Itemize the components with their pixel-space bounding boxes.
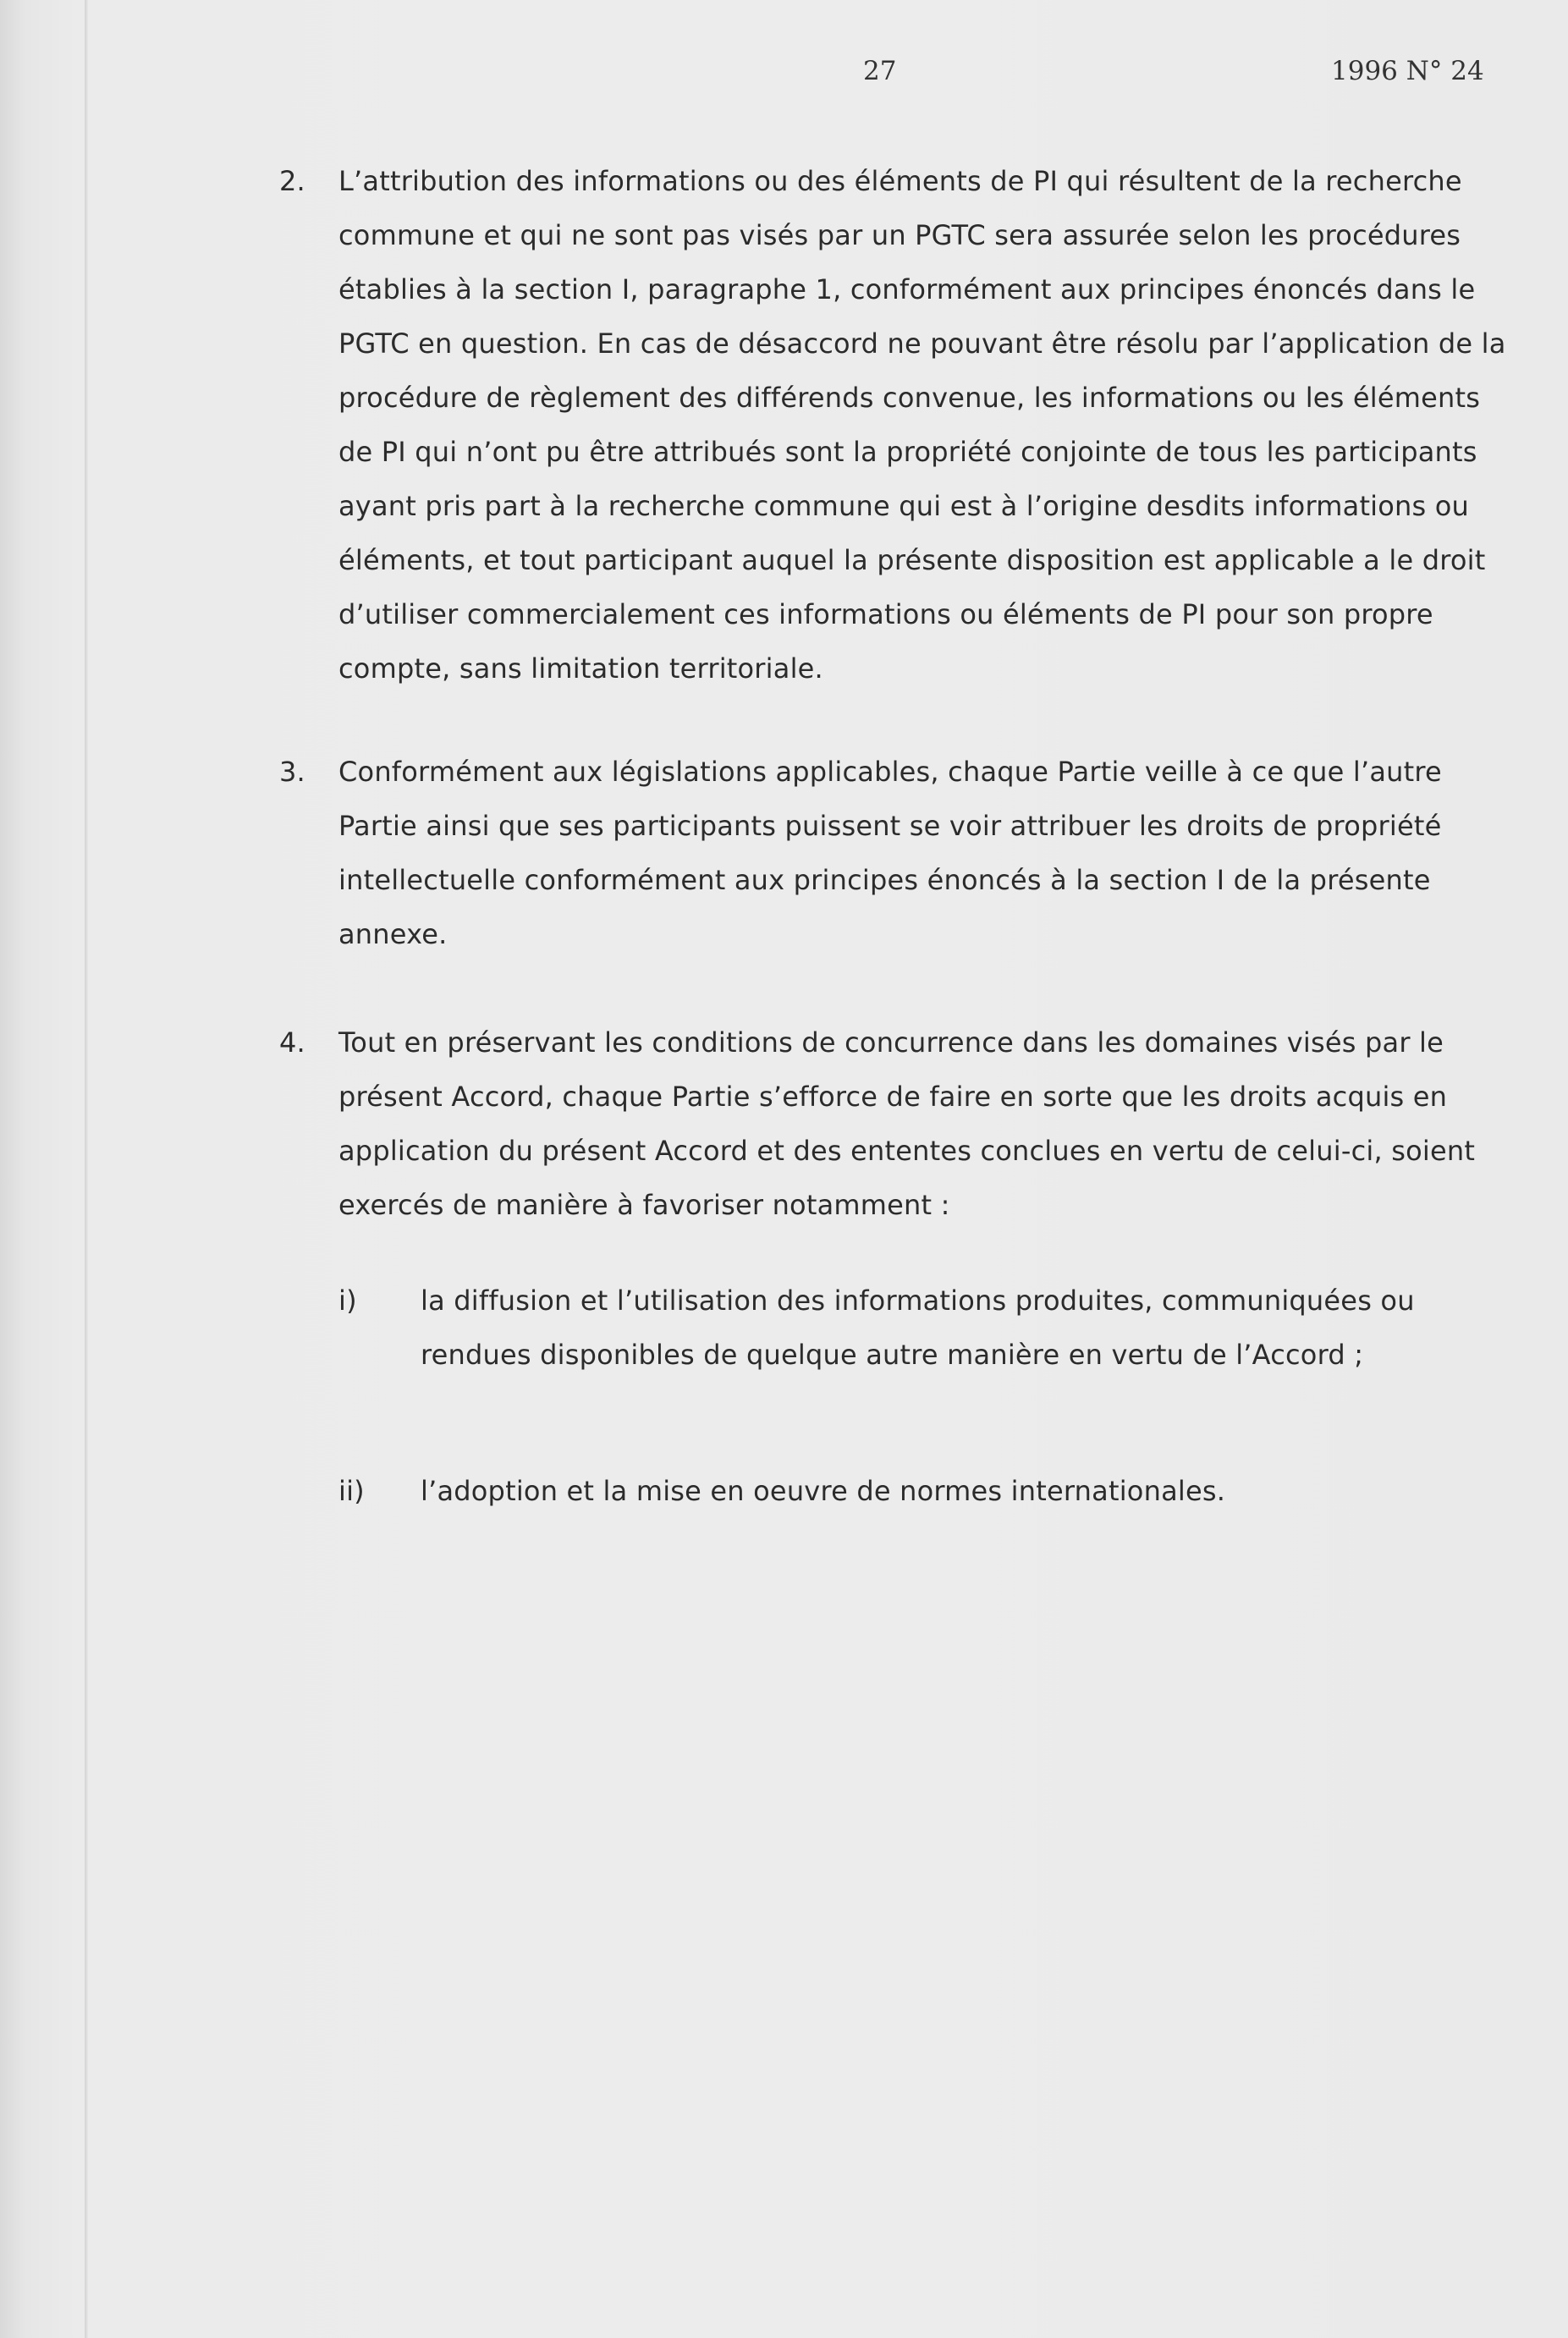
paragraph-number: 3. (279, 756, 305, 788)
list-item-ii (338, 1464, 1495, 1518)
paragraph-number: 4. (279, 1026, 305, 1059)
issue-reference: 1996 N° 24 (1331, 56, 1484, 86)
page-number: 27 (863, 56, 897, 86)
paragraph-text: Tout en préservant les conditions de concurrence dans les domaines visés par le présent Accord, chaque Partie s’efforce de faire en sorte que les droits acquis en application du présent Accord et des ententes conclues en vertu de celui-ci, soient exercés de manière à favoriser notamment : (338, 1026, 1476, 1221)
list-item-number: i) (338, 1285, 357, 1317)
list-item-i (338, 1274, 1495, 1382)
paragraph-text: L’attribution des informations ou des éléments de PI qui résultent de la recherche commune et qui ne sont pas visés par un PGTC sera assurée selon les procédures établies à la section I, paragraphe 1, conformément aux principes énoncés dans le PGTC en question. En cas de désaccord ne pouvant être résolu par l’application de la procédure de règlement des différends convenue, les informations ou les éléments de PI qui n’ont pu être attribués sont la propriété conjointe de tous les participants ayant pris part à la recherche commune qui est à l’origine desdits informations ou éléments, et tout participant auquel la présente disposition est applicable a le droit d’utiliser commercialement ces informations ou éléments de PI pour son propre compte, sans limitation territoriale. (338, 165, 1506, 685)
paragraph-3 (279, 745, 1506, 961)
paragraph-number: 2. (279, 165, 305, 197)
list-item-text: l’adoption et la mise en oeuvre de normes internationales. (421, 1475, 1226, 1507)
list-item-number: ii) (338, 1475, 365, 1507)
paragraph-4 (279, 1015, 1506, 1232)
list-item-text: la diffusion et l’utilisation des informations produites, communiquées ou rendues disponibles de quelque autre manière en vertu de l’Accord ; (421, 1285, 1415, 1371)
paragraph-2 (279, 154, 1506, 696)
paragraph-text: Conformément aux législations applicables, chaque Partie veille à ce que l’autre Partie ainsi que ses participants puissent se voir attribuer les droits de propriété intellectuelle conformément aux principes énoncés à la section I de la présente annexe. (338, 756, 1442, 950)
page-binding-shadow (85, 0, 88, 2338)
